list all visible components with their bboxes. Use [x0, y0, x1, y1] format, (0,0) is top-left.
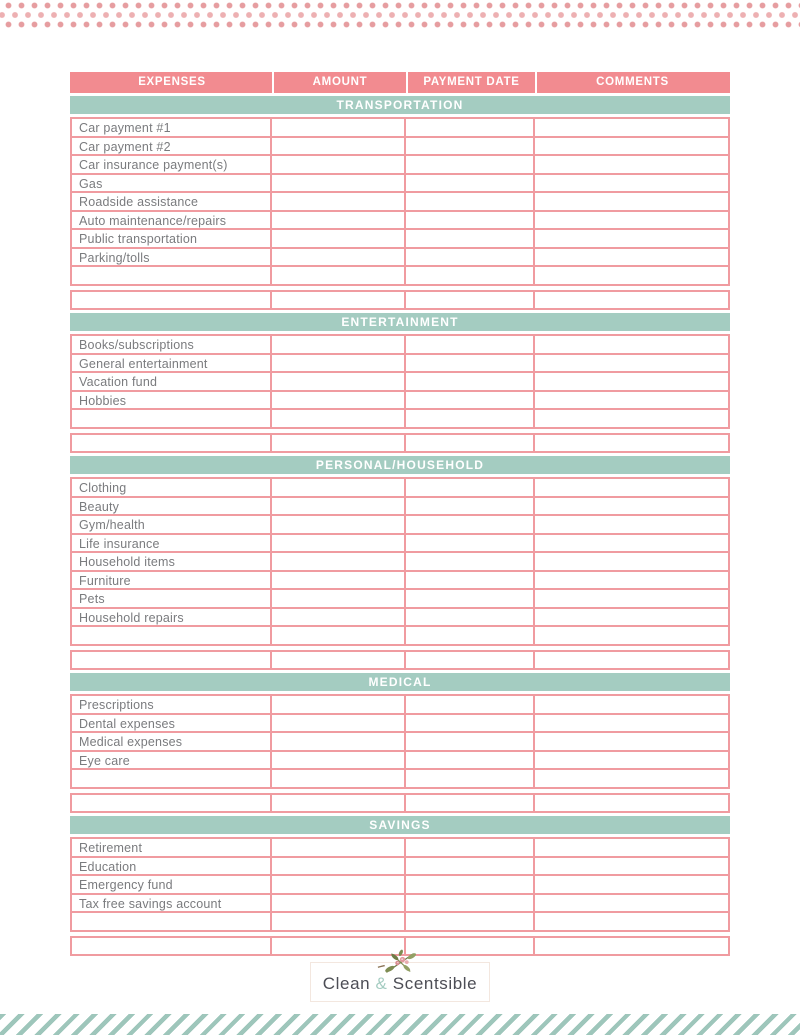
blank-table-row: [70, 625, 730, 646]
payment-date-cell: [404, 913, 533, 930]
amount-cell: [270, 839, 404, 856]
expense-label-cell: [72, 913, 270, 930]
table-row: [70, 750, 730, 771]
comments-cell: [533, 795, 728, 812]
blank-table-row: [70, 290, 730, 311]
table-row: [70, 551, 730, 572]
amount-cell: [270, 876, 404, 893]
comments-cell: [533, 156, 728, 173]
amount-cell: [270, 230, 404, 247]
comments-cell: [533, 410, 728, 427]
payment-date-cell: [404, 479, 533, 496]
table-row: [70, 713, 730, 734]
expense-label-cell: [72, 435, 270, 452]
expense-label-cell: Dental expenses: [79, 716, 176, 731]
expense-label-cell: Education: [79, 859, 137, 874]
payment-date-cell: [404, 770, 533, 787]
footer: [0, 962, 800, 1002]
comments-cell: [533, 267, 728, 284]
expense-label-cell: [72, 410, 270, 427]
comments-cell: [533, 392, 728, 409]
table-row: [70, 191, 730, 212]
amount-cell: [270, 392, 404, 409]
payment-date-cell: [404, 156, 533, 173]
payment-date-cell: [404, 212, 533, 229]
amount-cell: [270, 609, 404, 626]
expense-label-cell: General entertainment: [79, 356, 208, 371]
table-row: [70, 390, 730, 411]
expense-label-cell: [72, 267, 270, 284]
payment-date-cell: [404, 410, 533, 427]
payment-date-cell: [404, 839, 533, 856]
table-row: [70, 837, 730, 858]
expense-label-cell: Roadside assistance: [79, 195, 199, 209]
expense-label-cell: [72, 795, 270, 812]
amount-cell: [270, 795, 404, 812]
payment-date-cell: [404, 498, 533, 515]
expense-label-cell: [72, 627, 270, 644]
amount-cell: [270, 913, 404, 930]
payment-date-cell: [404, 535, 533, 552]
table-row: [70, 694, 730, 715]
expense-label-cell: Parking/tolls: [79, 250, 150, 265]
expense-label-cell: Gym/health: [79, 518, 145, 532]
table-row: [70, 117, 730, 138]
blank-table-row: [70, 650, 730, 671]
expense-label-cell: Household items: [79, 555, 176, 569]
table-block: [70, 72, 730, 286]
expense-label-cell: Books/subscriptions: [79, 338, 194, 352]
comments-cell: [533, 336, 728, 353]
section-header-entertainment: ENTERTAINMENT: [70, 313, 730, 331]
brand-name-word1: Clean: [322, 974, 371, 993]
comments-cell: [533, 652, 728, 669]
expense-label-cell: Car payment #1: [79, 121, 171, 135]
comments-cell: [533, 435, 728, 452]
section-header-savings: SAVINGS: [70, 816, 730, 834]
amount-cell: [270, 292, 404, 309]
comments-cell: [533, 292, 728, 309]
table-row: [70, 533, 730, 554]
comments-cell: [533, 938, 728, 955]
expense-label-cell: Car insurance payment(s): [79, 158, 228, 172]
table-row: [70, 496, 730, 517]
payment-date-cell: [404, 572, 533, 589]
comments-cell: [533, 895, 728, 912]
expense-label-cell: Beauty: [79, 499, 120, 514]
comments-cell: [533, 212, 728, 229]
table-block: [70, 793, 730, 932]
amount-cell: [270, 138, 404, 155]
table-block: [70, 290, 730, 429]
amount-cell: [270, 249, 404, 266]
expense-label-cell: Prescriptions: [79, 698, 154, 712]
comments-cell: [533, 479, 728, 496]
payment-date-cell: [404, 609, 533, 626]
comments-cell: [533, 355, 728, 372]
amount-cell: [270, 175, 404, 192]
blank-table-row: [70, 408, 730, 429]
expense-label-cell: Emergency fund: [79, 878, 173, 892]
table-block: [70, 433, 730, 646]
table-row: [70, 173, 730, 194]
amount-cell: [270, 267, 404, 284]
comments-cell: [533, 193, 728, 210]
expense-label-cell: Household repairs: [79, 610, 184, 625]
amount-cell: [270, 858, 404, 875]
table-row: [70, 607, 730, 628]
amount-cell: [270, 119, 404, 136]
column-header-row: [70, 72, 730, 93]
comments-cell: [533, 572, 728, 589]
comments-cell: [533, 752, 728, 769]
amount-cell: [270, 193, 404, 210]
comments-cell: [533, 119, 728, 136]
comments-cell: [533, 175, 728, 192]
comments-cell: [533, 696, 728, 713]
blank-table-row: [70, 793, 730, 814]
amount-cell: [270, 733, 404, 750]
payment-date-cell: [404, 267, 533, 284]
amount-cell: [270, 373, 404, 390]
comments-cell: [533, 498, 728, 515]
amount-cell: [270, 535, 404, 552]
amount-cell: [270, 572, 404, 589]
comments-cell: [533, 516, 728, 533]
blank-table-row: [70, 768, 730, 789]
payment-date-cell: [404, 652, 533, 669]
amount-cell: [270, 498, 404, 515]
comments-cell: [533, 770, 728, 787]
payment-date-cell: [404, 355, 533, 372]
amount-cell: [270, 895, 404, 912]
comments-cell: [533, 230, 728, 247]
comments-cell: [533, 839, 728, 856]
expense-label-cell: [72, 652, 270, 669]
table-row: [70, 210, 730, 231]
floral-sprig-icon: [370, 946, 430, 980]
amount-cell: [270, 752, 404, 769]
expense-label-cell: Eye care: [79, 753, 130, 768]
table-row: [70, 477, 730, 498]
comments-cell: [533, 858, 728, 875]
comments-cell: [533, 553, 728, 570]
amount-cell: [270, 516, 404, 533]
table-block: [70, 650, 730, 789]
payment-date-cell: [404, 858, 533, 875]
payment-date-cell: [404, 696, 533, 713]
expense-label-cell: Vacation fund: [79, 375, 158, 389]
table-row: [70, 154, 730, 175]
expense-label-cell: Clothing: [79, 481, 127, 495]
comments-cell: [533, 627, 728, 644]
amount-cell: [270, 770, 404, 787]
payment-date-cell: [404, 175, 533, 192]
expense-label-cell: Auto maintenance/repairs: [79, 213, 227, 228]
brand-name-ampersand: &: [375, 974, 388, 993]
expense-label-cell: Gas: [79, 176, 103, 191]
table-row: [70, 514, 730, 535]
payment-date-cell: [404, 795, 533, 812]
column-header-expenses: EXPENSES: [138, 76, 206, 88]
amount-cell: [270, 336, 404, 353]
table-row: [70, 570, 730, 591]
top-polka-dot-band: [0, 0, 800, 30]
table-row: [70, 228, 730, 249]
payment-date-cell: [404, 752, 533, 769]
blank-table-row: [70, 265, 730, 286]
comments-cell: [533, 733, 728, 750]
comments-cell: [533, 609, 728, 626]
blank-table-row: [70, 911, 730, 932]
comments-cell: [533, 913, 728, 930]
payment-date-cell: [404, 230, 533, 247]
table-row: [70, 893, 730, 914]
table-row: [70, 353, 730, 374]
payment-date-cell: [404, 895, 533, 912]
blank-table-row: [70, 433, 730, 454]
expense-label-cell: Furniture: [79, 573, 131, 588]
comments-cell: [533, 590, 728, 607]
expense-label-cell: Tax free savings account: [79, 896, 222, 911]
amount-cell: [270, 355, 404, 372]
expense-label-cell: Pets: [79, 592, 105, 606]
comments-cell: [533, 373, 728, 390]
brand-name-word2: Scentsible: [392, 974, 478, 993]
payment-date-cell: [404, 627, 533, 644]
brand-logo: [310, 962, 490, 1002]
expense-label-cell: Car payment #2: [79, 139, 171, 154]
comments-cell: [533, 249, 728, 266]
amount-cell: [270, 435, 404, 452]
table-row: [70, 588, 730, 609]
payment-date-cell: [404, 336, 533, 353]
payment-date-cell: [404, 373, 533, 390]
payment-date-cell: [404, 715, 533, 732]
amount-cell: [270, 156, 404, 173]
expense-label-cell: Medical expenses: [79, 735, 183, 749]
table-row: [70, 334, 730, 355]
column-header-payment-date: PAYMENT DATE: [406, 72, 535, 93]
payment-date-cell: [404, 292, 533, 309]
table-row: [70, 856, 730, 877]
expense-label-cell: [72, 292, 270, 309]
amount-cell: [270, 553, 404, 570]
expense-label-cell: Retirement: [79, 841, 143, 855]
bottom-stripe-band: [0, 1014, 800, 1035]
payment-date-cell: [404, 553, 533, 570]
table-row: [70, 136, 730, 157]
section-header-transportation: TRANSPORTATION: [70, 96, 730, 114]
comments-cell: [533, 535, 728, 552]
expense-label-cell: [72, 770, 270, 787]
payment-date-cell: [404, 876, 533, 893]
amount-cell: [270, 627, 404, 644]
payment-date-cell: [404, 392, 533, 409]
table-row: [70, 731, 730, 752]
amount-cell: [270, 590, 404, 607]
payment-date-cell: [404, 516, 533, 533]
expense-label-cell: Life insurance: [79, 536, 160, 551]
payment-date-cell: [404, 590, 533, 607]
column-header-comments: COMMENTS: [535, 72, 728, 93]
expense-label-cell: [72, 938, 270, 955]
amount-cell: [270, 652, 404, 669]
payment-date-cell: [404, 435, 533, 452]
column-header-amount: AMOUNT: [272, 72, 406, 93]
expenses-table: [70, 72, 730, 956]
comments-cell: [533, 876, 728, 893]
amount-cell: [270, 696, 404, 713]
table-row: [70, 371, 730, 392]
section-header-medical: MEDICAL: [70, 673, 730, 691]
expense-label-cell: Hobbies: [79, 393, 127, 408]
amount-cell: [270, 410, 404, 427]
payment-date-cell: [404, 119, 533, 136]
expense-label-cell: Public transportation: [79, 232, 198, 246]
table-row: [70, 874, 730, 895]
comments-cell: [533, 138, 728, 155]
payment-date-cell: [404, 733, 533, 750]
table-row: [70, 247, 730, 268]
payment-date-cell: [404, 138, 533, 155]
payment-date-cell: [404, 193, 533, 210]
amount-cell: [270, 715, 404, 732]
section-header-personal-household: PERSONAL/HOUSEHOLD: [70, 456, 730, 474]
payment-date-cell: [404, 249, 533, 266]
amount-cell: [270, 479, 404, 496]
comments-cell: [533, 715, 728, 732]
amount-cell: [270, 212, 404, 229]
